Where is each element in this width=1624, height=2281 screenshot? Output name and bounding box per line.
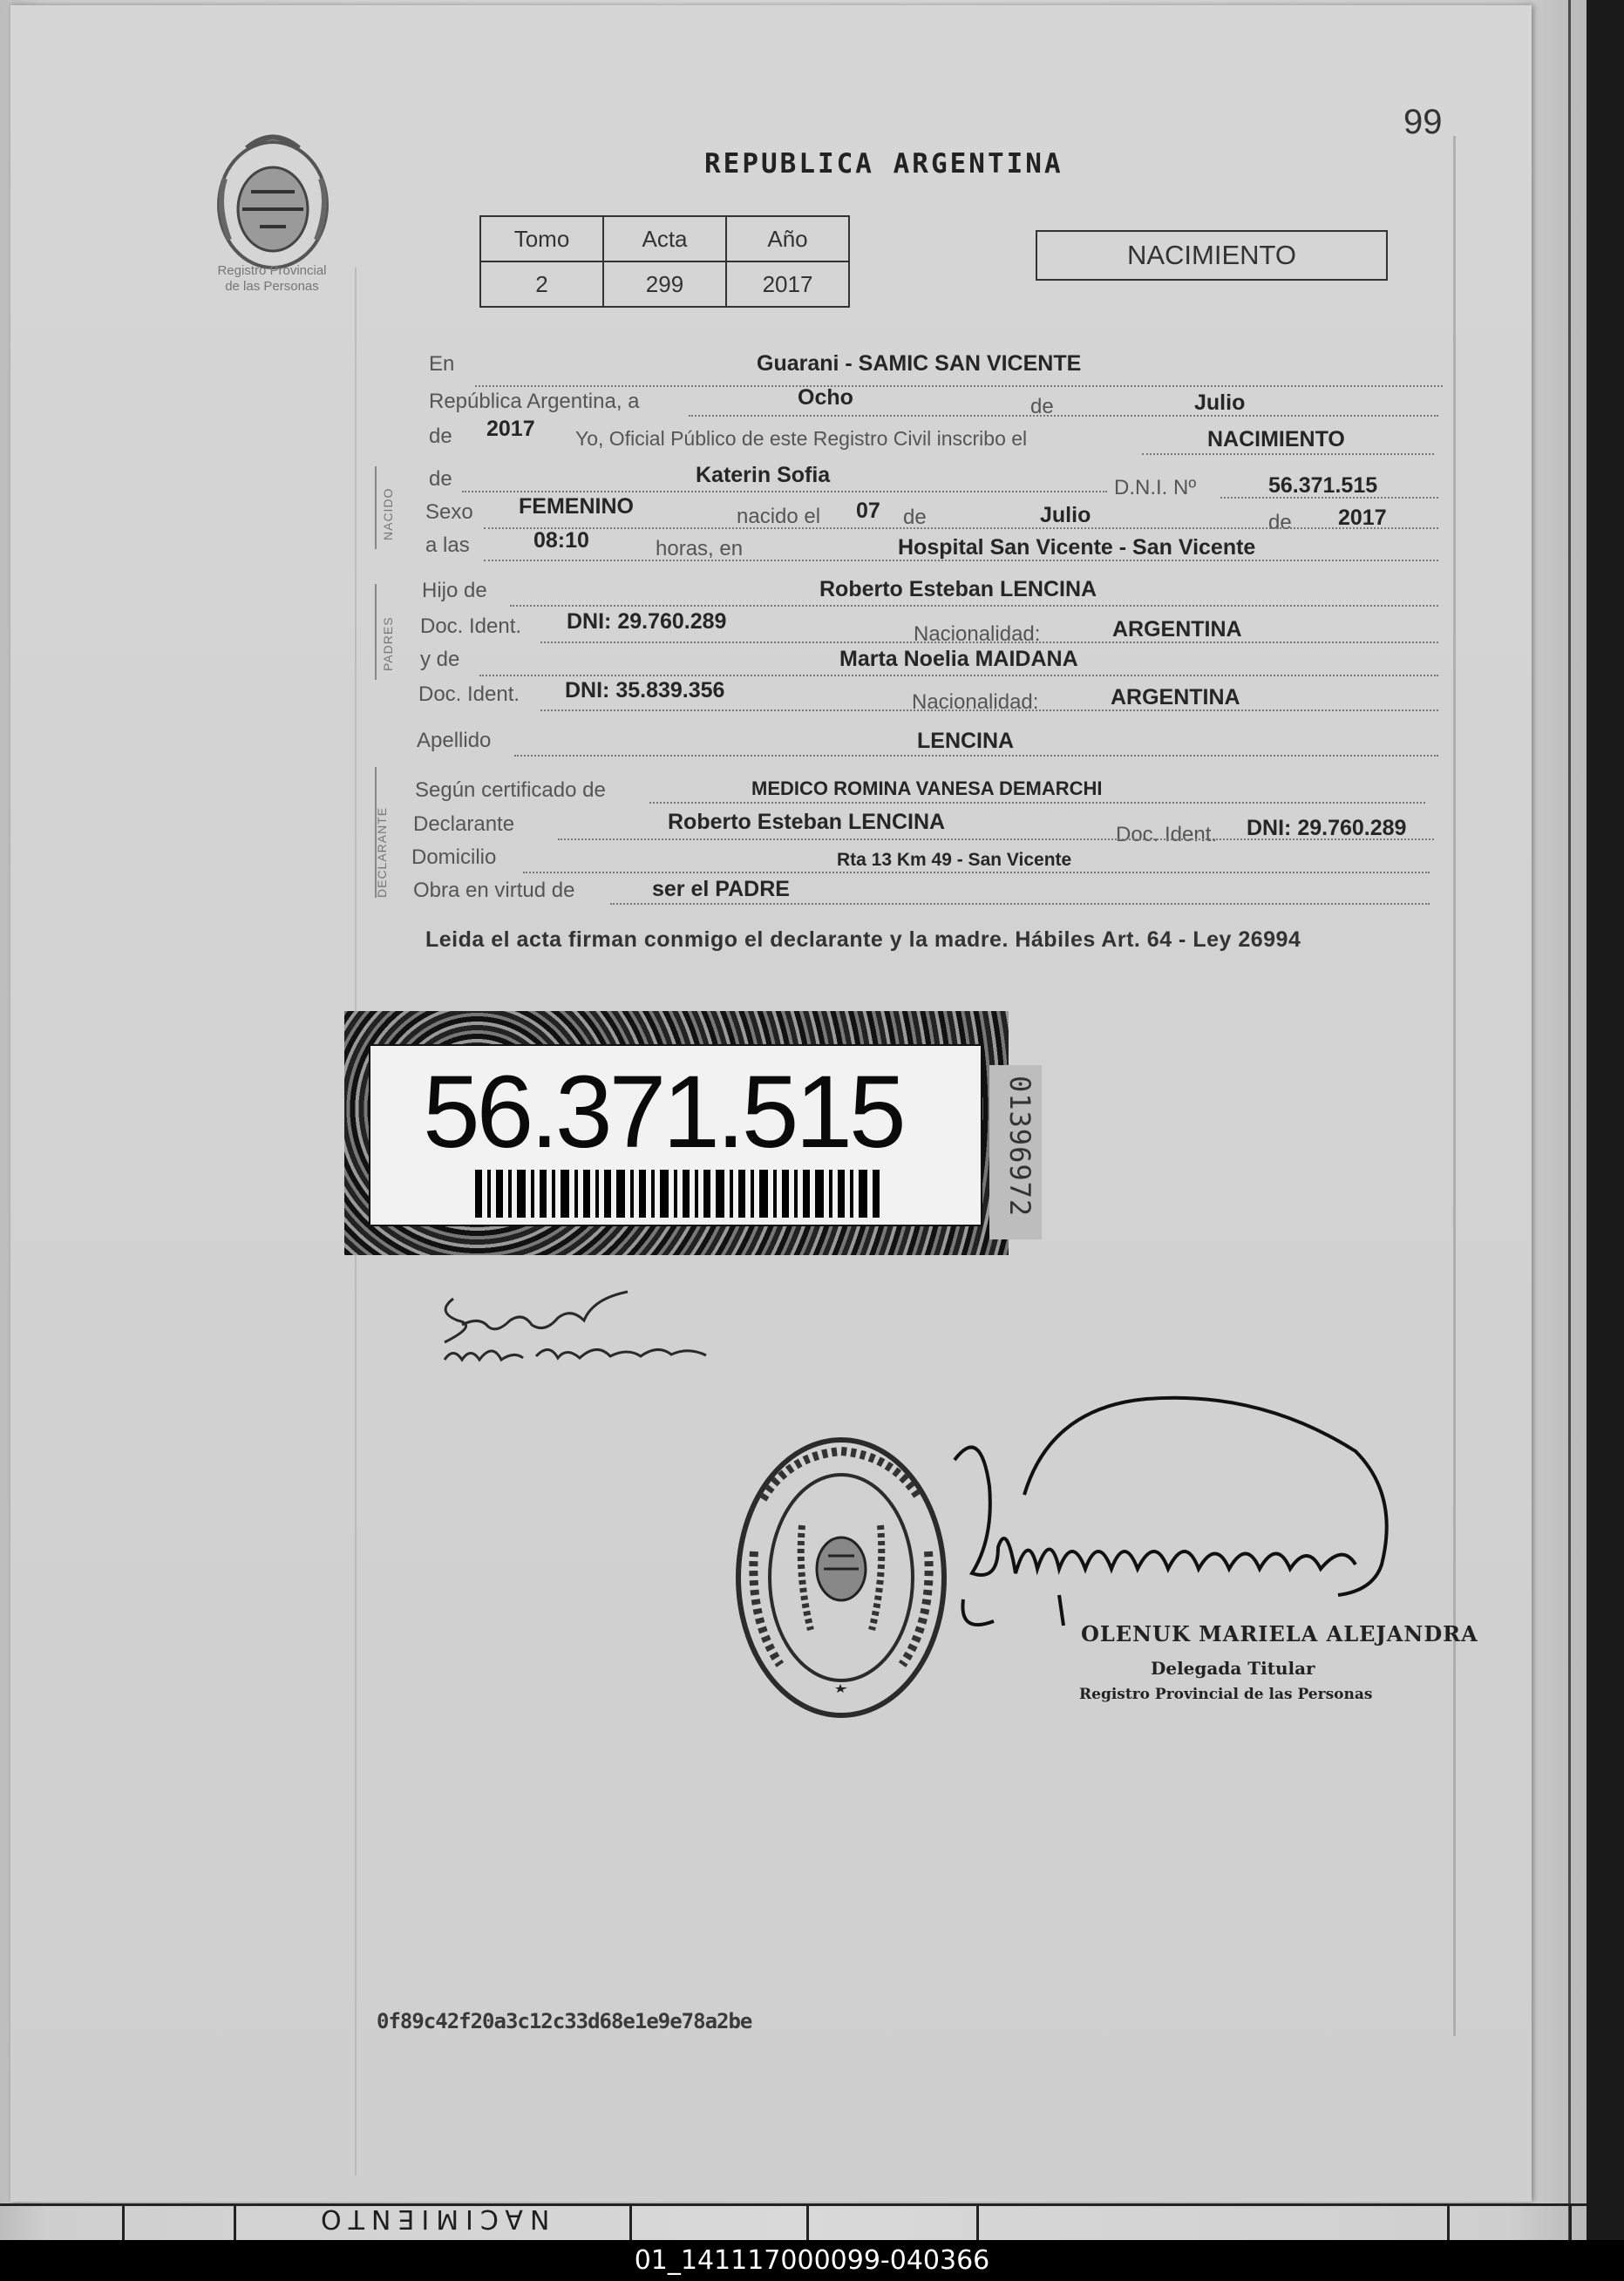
section-bar	[375, 466, 377, 549]
birth-day-value: 07	[856, 499, 880, 523]
official-stamp	[728, 1429, 955, 1726]
officer-name: OLENUK MARIELA ALEJANDRA	[1081, 1621, 1478, 1646]
month-value: Julio	[1194, 390, 1246, 415]
dotted-line	[462, 491, 1107, 492]
logo-caption	[194, 263, 350, 295]
sticker-dni-number: 56.371.515	[423, 1055, 903, 1170]
fold-line	[1453, 136, 1456, 2036]
side-control-code	[989, 1065, 1042, 1239]
dotted-line	[510, 605, 1438, 607]
surname-value: LENCINA	[917, 729, 1015, 753]
dotted-line	[649, 802, 1425, 804]
label-de: de	[429, 424, 452, 448]
label-yo-oficial: Yo, Oficial Público de este Registro Civil inscribo el	[575, 427, 1028, 450]
dotted-line	[479, 675, 1438, 676]
label-dni: D.N.I. Nº	[1114, 476, 1197, 499]
certificate-value: MEDICO ROMINA VANESA DEMARCHI	[751, 777, 1103, 799]
sex-value: FEMENINO	[519, 494, 634, 519]
act-type-value: NACIMIENTO	[1207, 427, 1345, 451]
dotted-line	[610, 903, 1430, 905]
father-name-value: Roberto Esteban LENCINA	[819, 577, 1097, 601]
dotted-line	[523, 872, 1430, 873]
label-y-de: y de	[420, 648, 460, 671]
header-anio: Año	[726, 216, 849, 261]
mirrored-underlying-text: NACIMIENTO	[314, 2203, 550, 2234]
officer-signature	[946, 1390, 1399, 1652]
label-nacionalidad: Nacionalidad:	[912, 690, 1039, 714]
label-hijo-de: Hijo de	[422, 579, 487, 602]
section-label-nacido: NACIDO	[381, 487, 395, 540]
table-row	[480, 261, 849, 307]
label-apellido: Apellido	[417, 729, 492, 752]
label-sexo: Sexo	[425, 500, 473, 524]
year-value: 2017	[486, 417, 535, 441]
label-domicilio: Domicilio	[411, 845, 497, 869]
label-obra-en-virtud: Obra en virtud de	[413, 879, 575, 902]
label-horas-en: horas, en	[656, 537, 744, 560]
officer-block	[1079, 1621, 1478, 1703]
dni-sticker	[344, 1011, 1009, 1255]
mother-doc-value: DNI: 35.839.356	[565, 678, 725, 703]
child-name-value: Katerin Sofia	[696, 463, 831, 487]
officer-role: Delegada Titular	[1151, 1658, 1315, 1679]
label-de: de	[429, 467, 452, 491]
dotted-line	[484, 527, 1438, 529]
label-de: de	[903, 506, 927, 529]
document-hash: 0f89c42f20a3c12c33d68e1e9e78a2be	[377, 2009, 752, 2033]
label-republica: República Argentina, a	[429, 390, 640, 413]
header-tomo: Tomo	[480, 216, 603, 261]
tomo-value: 2	[480, 261, 603, 307]
mother-name-value: Marta Noelia MAIDANA	[839, 647, 1078, 671]
father-nationality-value: ARGENTINA	[1112, 617, 1242, 642]
closing-note: Leida el acta firman conmigo el declarante y la madre. Hábiles Art. 64 - Ley 26994	[425, 927, 1301, 952]
dotted-line	[475, 385, 1443, 387]
anio-value: 2017	[726, 261, 849, 307]
birth-place-value: Hospital San Vicente - San Vicente	[898, 535, 1256, 560]
label-declarante: Declarante	[413, 812, 515, 836]
sticker-label	[369, 1044, 982, 1226]
acta-value: 299	[603, 261, 726, 307]
birth-year-value: 2017	[1338, 506, 1387, 530]
table-row	[480, 216, 849, 261]
section-bar	[375, 584, 377, 680]
father-doc-value: DNI: 29.760.289	[567, 609, 727, 634]
country-title: REPUBLICA ARGENTINA	[704, 148, 1063, 180]
label-doc-ident: Doc. Ident.	[1116, 823, 1218, 846]
register-table	[479, 215, 850, 308]
label-nacionalidad: Nacionalidad:	[914, 622, 1041, 646]
header-acta: Acta	[603, 216, 726, 261]
label-de: de	[1030, 395, 1054, 418]
label-nacido-el: nacido el	[737, 505, 821, 528]
section-label-padres: PADRES	[381, 616, 395, 671]
dotted-line	[540, 709, 1438, 711]
declarant-name-value: Roberto Esteban LENCINA	[668, 810, 946, 834]
child-dni-value: 56.371.515	[1268, 473, 1378, 498]
place-value: Guarani - SAMIC SAN VICENTE	[757, 351, 1082, 376]
bottom-rule	[0, 2203, 1587, 2206]
label-en: En	[429, 352, 455, 376]
dotted-line	[484, 560, 1438, 561]
label-doc-ident: Doc. Ident.	[418, 682, 520, 706]
section-label-declarante: DECLARANTE	[375, 806, 389, 898]
label-segun-certificado: Según certificado de	[415, 778, 606, 802]
logo-caption-line: de las Personas	[225, 279, 319, 294]
officer-organization: Registro Provincial de las Personas	[1079, 1686, 1373, 1703]
birth-month-value: Julio	[1040, 503, 1091, 527]
declarant-doc-value: DNI: 29.760.289	[1247, 816, 1407, 840]
dotted-line	[558, 838, 1434, 840]
birth-time-value: 08:10	[533, 528, 589, 553]
act-type-box: NACIMIENTO	[1036, 230, 1388, 281]
label-doc-ident: Doc. Ident.	[420, 614, 522, 638]
label-de: de	[1268, 511, 1292, 534]
dotted-line	[1142, 453, 1434, 455]
mother-nationality-value: ARGENTINA	[1111, 685, 1240, 709]
scan-file-code: 01_141117000099-040366	[0, 2240, 1624, 2281]
logo-caption-line: Registro Provincial	[217, 263, 327, 278]
dotted-line	[514, 755, 1438, 757]
by-virtue-value: ser el PADRE	[652, 877, 790, 901]
day-words-value: Ocho	[798, 385, 853, 410]
barcode-icon	[475, 1170, 885, 1218]
handwritten-signature	[427, 1273, 724, 1386]
address-value: Rta 13 Km 49 - San Vicente	[837, 850, 1072, 870]
side-code-text: 01396972	[1003, 1076, 1036, 1218]
label-a-las: a las	[425, 533, 470, 557]
dotted-line	[540, 642, 1438, 643]
dotted-line	[689, 415, 1438, 417]
page-number: 99	[1403, 103, 1443, 141]
